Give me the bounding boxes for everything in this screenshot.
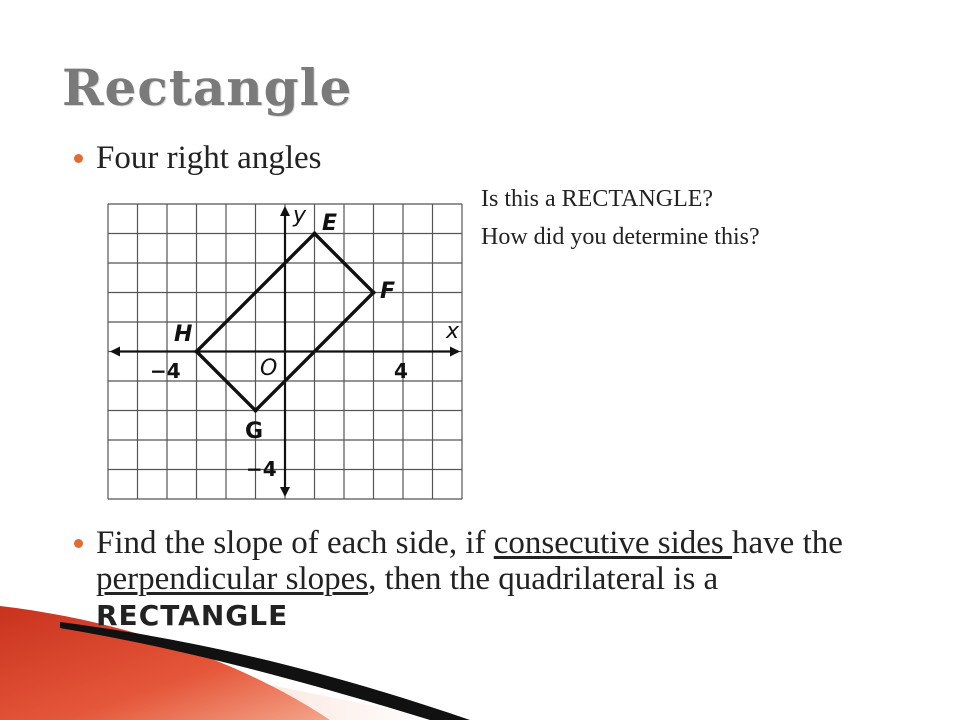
bullet-text: Four right angles (96, 140, 322, 176)
origin-label: O (260, 356, 278, 381)
vertex-e (313, 232, 317, 236)
point-label-f: F (380, 279, 396, 304)
axes (110, 206, 460, 497)
bullet-dot (74, 154, 83, 163)
y-axis-label: y (293, 203, 307, 228)
bullet-text-part: , then the quadrilateral is a (368, 561, 719, 597)
slide-title: Rectangle (62, 58, 353, 117)
bullet-dot (74, 539, 83, 548)
y-axis-arrow-down (280, 487, 290, 497)
emphasis-rectangle: RECTANGLE (96, 599, 289, 632)
question-how-determined: How did you determine this? (481, 224, 760, 250)
vertex-f (372, 291, 376, 295)
tick-label-pos-x: 4 (394, 359, 408, 383)
bullet-four-right-angles (96, 140, 321, 176)
point-label-e: E (322, 211, 338, 236)
tick-label-neg-y: −4 (246, 457, 277, 481)
bullet-find-slope (96, 525, 876, 634)
tick-label-neg-x: −4 (150, 359, 181, 383)
question-is-rectangle: Is this a RECTANGLE? (481, 186, 714, 212)
bullet-text-part: have the (732, 525, 843, 561)
y-axis-arrow-up (280, 206, 290, 216)
point-label-h: H (174, 322, 193, 347)
underlined-perpendicular-slopes: perpendicular slopes (96, 561, 369, 597)
x-axis-label: x (446, 319, 460, 344)
vertex-g (254, 409, 258, 413)
underlined-consecutive-sides: consecutive sides (493, 525, 733, 561)
point-label-g: G (245, 419, 264, 444)
coordinate-graph (100, 198, 465, 503)
bullet-text-part: Find the slope of each side, if (96, 525, 494, 561)
x-axis-arrow-left (110, 347, 120, 357)
x-axis-arrow-right (450, 347, 460, 357)
vertex-h (195, 350, 199, 354)
